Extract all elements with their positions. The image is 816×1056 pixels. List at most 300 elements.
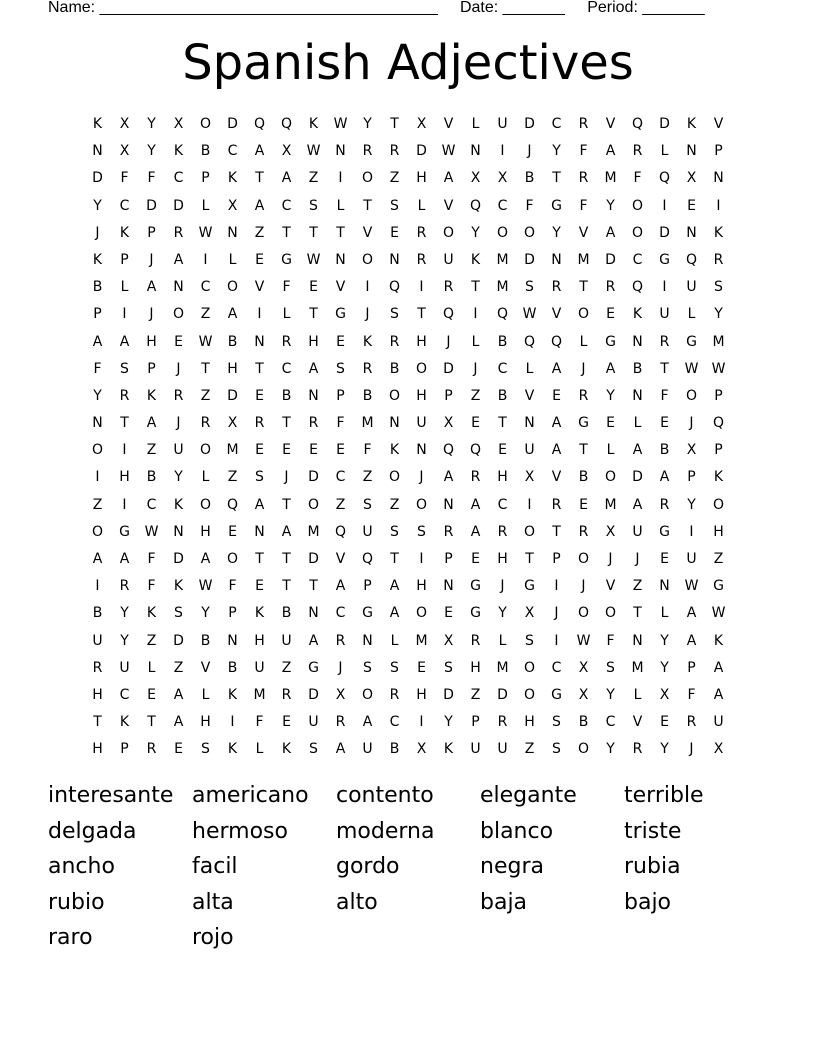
grid-letter[interactable]: N — [659, 578, 670, 595]
grid-letter[interactable]: Y — [147, 143, 156, 160]
grid-letter[interactable]: R — [551, 279, 562, 296]
grid-letter[interactable]: B — [578, 469, 589, 486]
grid-letter[interactable]: Z — [632, 578, 643, 595]
grid-letter[interactable]: N — [173, 279, 184, 296]
grid-letter[interactable]: H — [92, 741, 103, 758]
grid-letter[interactable]: A — [389, 578, 400, 595]
grid-letter[interactable]: M — [361, 415, 374, 432]
grid-letter[interactable]: Y — [147, 116, 156, 132]
grid-letter[interactable]: M — [496, 659, 509, 676]
grid-letter[interactable]: Q — [442, 442, 455, 459]
grid-letter[interactable]: N — [308, 387, 319, 404]
grid-letter[interactable]: J — [581, 578, 586, 595]
grid-letter[interactable]: B — [92, 279, 103, 296]
grid-letter[interactable]: K — [227, 686, 238, 703]
grid-letter[interactable]: T — [147, 714, 156, 731]
grid-letter[interactable]: O — [577, 605, 590, 622]
grid-letter[interactable]: M — [496, 279, 509, 296]
grid-letter[interactable]: O — [631, 224, 644, 241]
grid-letter[interactable]: X — [416, 116, 427, 132]
grid-letter[interactable]: E — [282, 442, 291, 459]
grid-letter[interactable]: A — [605, 360, 616, 377]
grid-letter[interactable]: I — [419, 279, 424, 296]
grid-letter[interactable]: S — [363, 659, 372, 676]
grid-letter[interactable]: J — [176, 415, 181, 432]
grid-letter[interactable]: T — [471, 279, 480, 296]
grid-letter[interactable]: S — [525, 279, 534, 296]
grid-letter[interactable]: U — [362, 523, 373, 540]
grid-letter[interactable]: T — [255, 170, 264, 187]
grid-letter[interactable]: A — [281, 523, 292, 540]
grid-letter[interactable]: Y — [201, 605, 210, 622]
grid-letter[interactable]: E — [255, 251, 264, 268]
grid-letter[interactable]: H — [416, 686, 427, 703]
grid-letter[interactable]: K — [308, 116, 319, 132]
grid-letter[interactable]: T — [417, 306, 426, 323]
grid-letter[interactable]: E — [606, 415, 615, 432]
grid-letter[interactable]: J — [689, 741, 694, 758]
grid-letter[interactable]: K — [173, 496, 184, 513]
grid-letter[interactable]: E — [660, 714, 669, 731]
grid-letter[interactable]: K — [92, 116, 103, 132]
grid-letter[interactable]: W — [684, 360, 699, 377]
grid-letter[interactable]: N — [470, 143, 481, 160]
grid-letter[interactable]: S — [336, 360, 345, 377]
grid-letter[interactable]: R — [173, 387, 184, 404]
grid-letter[interactable]: F — [660, 387, 669, 404]
grid-letter[interactable]: V — [524, 387, 535, 404]
grid-letter[interactable]: B — [227, 333, 238, 350]
grid-letter[interactable]: A — [686, 605, 697, 622]
grid-letter[interactable]: A — [119, 551, 130, 567]
grid-letter[interactable]: R — [335, 714, 346, 731]
grid-letter[interactable]: L — [336, 197, 345, 214]
grid-letter[interactable]: A — [146, 279, 157, 296]
grid-letter[interactable]: X — [281, 143, 292, 160]
grid-letter[interactable]: P — [714, 387, 723, 404]
grid-letter[interactable]: A — [173, 686, 184, 703]
grid-letter[interactable]: G — [470, 605, 481, 622]
grid-letter[interactable]: L — [417, 197, 426, 214]
grid-letter[interactable]: I — [473, 306, 478, 323]
grid-letter[interactable]: A — [308, 632, 319, 649]
grid-letter[interactable]: O — [172, 306, 185, 323]
grid-letter[interactable]: R — [173, 224, 184, 241]
grid-letter[interactable]: B — [146, 469, 157, 486]
grid-letter[interactable]: I — [527, 496, 532, 513]
grid-letter[interactable]: J — [149, 251, 154, 268]
grid-letter[interactable]: Z — [173, 659, 184, 676]
grid-letter[interactable]: X — [524, 469, 535, 486]
grid-letter[interactable]: F — [525, 197, 534, 214]
grid-letter[interactable]: V — [713, 116, 724, 132]
grid-letter[interactable]: P — [201, 170, 210, 187]
grid-letter[interactable]: F — [633, 170, 642, 187]
grid-letter[interactable]: E — [660, 415, 669, 432]
grid-letter[interactable]: B — [281, 387, 292, 404]
grid-letter[interactable]: P — [363, 578, 372, 595]
grid-letter[interactable]: Y — [93, 197, 102, 214]
grid-letter[interactable]: O — [496, 224, 509, 241]
grid-letter[interactable]: R — [416, 224, 427, 241]
grid-letter[interactable]: R — [578, 523, 589, 540]
grid-letter[interactable]: V — [362, 224, 373, 241]
grid-letter[interactable]: O — [361, 686, 374, 703]
grid-letter[interactable]: E — [417, 659, 426, 676]
grid-letter[interactable]: E — [687, 197, 696, 214]
grid-letter[interactable]: O — [226, 279, 239, 296]
grid-letter[interactable]: X — [227, 415, 238, 432]
grid-letter[interactable]: C — [551, 659, 562, 676]
grid-letter[interactable]: X — [173, 116, 184, 132]
grid-letter[interactable]: L — [282, 306, 291, 323]
grid-letter[interactable]: G — [119, 523, 130, 540]
grid-letter[interactable]: Z — [362, 469, 373, 486]
grid-letter[interactable]: X — [605, 523, 616, 540]
grid-letter[interactable]: Z — [389, 170, 400, 187]
grid-letter[interactable]: G — [524, 578, 535, 595]
grid-letter[interactable]: V — [632, 714, 643, 731]
grid-letter[interactable]: F — [579, 197, 588, 214]
grid-letter[interactable]: F — [147, 578, 156, 595]
grid-letter[interactable]: L — [228, 251, 237, 268]
grid-letter[interactable]: Z — [92, 496, 103, 513]
grid-letter[interactable]: O — [577, 551, 590, 567]
grid-letter[interactable]: P — [120, 251, 129, 268]
grid-letter[interactable]: T — [282, 551, 291, 567]
grid-letter[interactable]: F — [147, 170, 156, 187]
grid-letter[interactable]: P — [714, 442, 723, 459]
grid-letter[interactable]: O — [604, 469, 617, 486]
grid-letter[interactable]: X — [416, 741, 427, 758]
grid-letter[interactable]: P — [687, 469, 696, 486]
grid-letter[interactable]: Y — [120, 605, 129, 622]
grid-letter[interactable]: X — [578, 659, 589, 676]
grid-letter[interactable]: P — [93, 306, 102, 323]
grid-letter[interactable]: D — [173, 632, 184, 649]
grid-letter[interactable]: L — [471, 333, 480, 350]
grid-letter[interactable]: U — [524, 442, 535, 459]
grid-letter[interactable]: C — [119, 197, 130, 214]
grid-letter[interactable]: J — [473, 360, 478, 377]
grid-letter[interactable]: K — [119, 714, 130, 731]
grid-letter[interactable]: A — [254, 143, 265, 160]
grid-letter[interactable]: X — [497, 170, 508, 187]
grid-letter[interactable]: R — [497, 714, 508, 731]
grid-letter[interactable]: H — [146, 333, 157, 350]
grid-letter[interactable]: Y — [606, 197, 615, 214]
grid-letter[interactable]: P — [147, 360, 156, 377]
grid-letter[interactable]: N — [686, 224, 697, 241]
grid-letter[interactable]: O — [577, 741, 590, 758]
grid-letter[interactable]: A — [254, 496, 265, 513]
grid-letter[interactable]: W — [144, 523, 159, 540]
grid-letter[interactable]: L — [660, 143, 669, 160]
grid-letter[interactable]: O — [415, 360, 428, 377]
grid-letter[interactable]: X — [686, 442, 697, 459]
grid-letter[interactable]: V — [605, 116, 616, 132]
grid-letter[interactable]: B — [632, 360, 643, 377]
grid-letter[interactable]: M — [712, 333, 725, 350]
grid-letter[interactable]: Q — [280, 116, 293, 132]
grid-letter[interactable]: X — [659, 686, 670, 703]
grid-letter[interactable]: Z — [470, 387, 481, 404]
grid-letter[interactable]: K — [470, 251, 481, 268]
grid-letter[interactable]: H — [200, 523, 211, 540]
grid-letter[interactable]: S — [714, 279, 723, 296]
grid-letter[interactable]: H — [92, 686, 103, 703]
grid-letter[interactable]: Y — [93, 387, 102, 404]
grid-letter[interactable]: R — [281, 333, 292, 350]
grid-letter[interactable]: N — [362, 632, 373, 649]
grid-letter[interactable]: A — [713, 686, 724, 703]
grid-letter[interactable]: H — [416, 387, 427, 404]
grid-letter[interactable]: L — [579, 333, 588, 350]
grid-letter[interactable]: D — [416, 143, 427, 160]
grid-letter[interactable]: T — [255, 551, 264, 567]
grid-letter[interactable]: U — [686, 551, 697, 567]
grid-letter[interactable]: N — [254, 333, 265, 350]
grid-letter[interactable]: U — [173, 442, 184, 459]
grid-letter[interactable]: Z — [254, 224, 265, 241]
grid-letter[interactable]: N — [632, 333, 643, 350]
grid-letter[interactable]: Y — [444, 714, 453, 731]
grid-letter[interactable]: C — [632, 251, 643, 268]
grid-letter[interactable]: X — [713, 741, 724, 758]
grid-letter[interactable]: H — [308, 333, 319, 350]
grid-letter[interactable]: W — [711, 360, 726, 377]
grid-letter[interactable]: U — [686, 279, 697, 296]
grid-letter[interactable]: Y — [660, 741, 669, 758]
grid-letter[interactable]: K — [389, 442, 400, 459]
grid-letter[interactable]: G — [713, 578, 724, 595]
grid-letter[interactable]: L — [147, 659, 156, 676]
grid-letter[interactable]: B — [389, 360, 400, 377]
grid-letter[interactable]: U — [362, 741, 373, 758]
grid-letter[interactable]: K — [254, 605, 265, 622]
grid-letter[interactable]: F — [147, 551, 156, 567]
grid-letter[interactable]: D — [146, 197, 157, 214]
grid-letter[interactable]: I — [257, 306, 262, 323]
grid-letter[interactable]: W — [522, 306, 537, 323]
grid-letter[interactable]: C — [281, 360, 292, 377]
grid-letter[interactable]: H — [254, 632, 265, 649]
grid-letter[interactable]: Q — [334, 523, 347, 540]
grid-letter[interactable]: R — [335, 632, 346, 649]
grid-letter[interactable]: G — [659, 251, 670, 268]
grid-letter[interactable]: M — [604, 496, 617, 513]
grid-letter[interactable]: Z — [146, 442, 157, 459]
grid-letter[interactable]: C — [335, 469, 346, 486]
grid-letter[interactable]: X — [443, 632, 454, 649]
grid-letter[interactable]: Y — [552, 224, 561, 241]
grid-letter[interactable]: L — [120, 279, 129, 296]
grid-letter[interactable]: E — [579, 496, 588, 513]
grid-letter[interactable]: O — [604, 605, 617, 622]
grid-letter[interactable]: X — [686, 170, 697, 187]
grid-letter[interactable]: N — [416, 442, 427, 459]
grid-letter[interactable]: F — [336, 415, 345, 432]
grid-letter[interactable]: N — [308, 605, 319, 622]
grid-letter[interactable]: M — [253, 686, 266, 703]
grid-letter[interactable]: K — [713, 469, 724, 486]
grid-letter[interactable]: S — [390, 197, 399, 214]
grid-letter[interactable]: Q — [631, 116, 644, 132]
grid-letter[interactable]: R — [632, 143, 643, 160]
grid-letter[interactable]: J — [149, 306, 154, 323]
grid-letter[interactable]: G — [308, 659, 319, 676]
grid-letter[interactable]: D — [308, 469, 319, 486]
grid-letter[interactable]: J — [608, 551, 613, 567]
grid-letter[interactable]: W — [198, 578, 213, 595]
grid-letter[interactable]: B — [92, 605, 103, 622]
grid-letter[interactable]: Z — [524, 741, 535, 758]
grid-letter[interactable]: R — [416, 251, 427, 268]
grid-letter[interactable]: T — [390, 551, 399, 567]
grid-letter[interactable]: F — [606, 632, 615, 649]
grid-letter[interactable]: N — [632, 387, 643, 404]
grid-letter[interactable]: H — [497, 469, 508, 486]
grid-letter[interactable]: O — [523, 659, 536, 676]
grid-letter[interactable]: H — [119, 469, 130, 486]
grid-letter[interactable]: P — [444, 387, 453, 404]
grid-letter[interactable]: Q — [550, 333, 563, 350]
grid-letter[interactable]: E — [336, 333, 345, 350]
grid-letter[interactable]: I — [338, 170, 343, 187]
grid-letter[interactable]: R — [92, 659, 103, 676]
grid-letter[interactable]: I — [122, 306, 127, 323]
grid-letter[interactable]: R — [254, 415, 265, 432]
grid-letter[interactable]: R — [713, 251, 724, 268]
grid-letter[interactable]: W — [198, 333, 213, 350]
grid-letter[interactable]: K — [713, 224, 724, 241]
grid-letter[interactable]: G — [605, 333, 616, 350]
grid-letter[interactable]: U — [119, 659, 130, 676]
grid-letter[interactable]: D — [227, 116, 238, 132]
grid-letter[interactable]: C — [497, 360, 508, 377]
grid-letter[interactable]: S — [120, 360, 129, 377]
grid-letter[interactable]: L — [201, 197, 210, 214]
grid-letter[interactable]: Z — [200, 306, 211, 323]
grid-letter[interactable]: T — [282, 224, 291, 241]
grid-letter[interactable]: C — [389, 714, 400, 731]
grid-letter[interactable]: A — [605, 224, 616, 241]
grid-letter[interactable]: Y — [660, 632, 669, 649]
grid-letter[interactable]: N — [443, 578, 454, 595]
grid-letter[interactable]: K — [92, 251, 103, 268]
grid-letter[interactable]: U — [497, 116, 508, 132]
grid-letter[interactable]: X — [578, 686, 589, 703]
grid-letter[interactable]: O — [388, 469, 401, 486]
grid-letter[interactable]: R — [470, 469, 481, 486]
grid-letter[interactable]: J — [95, 224, 100, 241]
grid-letter[interactable]: R — [443, 523, 454, 540]
grid-letter[interactable]: N — [335, 251, 346, 268]
grid-letter[interactable]: G — [335, 306, 346, 323]
grid-letter[interactable]: G — [281, 251, 292, 268]
grid-letter[interactable]: B — [200, 143, 211, 160]
grid-letter[interactable]: L — [498, 632, 507, 649]
grid-letter[interactable]: Z — [200, 387, 211, 404]
grid-letter[interactable]: M — [577, 251, 590, 268]
grid-letter[interactable]: R — [389, 686, 400, 703]
grid-letter[interactable]: N — [335, 143, 346, 160]
grid-letter[interactable]: D — [524, 251, 535, 268]
grid-letter[interactable]: S — [390, 523, 399, 540]
grid-letter[interactable]: Y — [714, 306, 723, 323]
grid-letter[interactable]: C — [200, 279, 211, 296]
grid-letter[interactable]: Y — [471, 224, 480, 241]
grid-letter[interactable]: D — [173, 197, 184, 214]
grid-letter[interactable]: R — [578, 387, 589, 404]
grid-letter[interactable]: O — [199, 442, 212, 459]
grid-letter[interactable]: Y — [174, 469, 183, 486]
grid-letter[interactable]: A — [362, 714, 373, 731]
grid-letter[interactable]: T — [336, 224, 345, 241]
grid-letter[interactable]: R — [119, 387, 130, 404]
grid-letter[interactable]: T — [282, 415, 291, 432]
grid-letter[interactable]: A — [470, 496, 481, 513]
grid-letter[interactable]: X — [443, 415, 454, 432]
grid-letter[interactable]: O — [712, 496, 725, 513]
grid-letter[interactable]: Z — [470, 686, 481, 703]
grid-letter[interactable]: R — [605, 279, 616, 296]
grid-letter[interactable]: Q — [658, 170, 671, 187]
grid-letter[interactable]: E — [309, 442, 318, 459]
grid-letter[interactable]: S — [525, 632, 534, 649]
grid-letter[interactable]: K — [281, 741, 292, 758]
grid-letter[interactable]: F — [282, 279, 291, 296]
grid-letter[interactable]: G — [551, 197, 562, 214]
grid-letter[interactable]: K — [362, 333, 373, 350]
grid-letter[interactable]: N — [632, 632, 643, 649]
grid-letter[interactable]: K — [173, 578, 184, 595]
grid-letter[interactable]: G — [470, 578, 481, 595]
date-blank[interactable]: _______ — [502, 0, 565, 16]
grid-letter[interactable]: O — [442, 224, 455, 241]
grid-letter[interactable]: A — [92, 551, 103, 567]
grid-letter[interactable]: E — [255, 578, 264, 595]
grid-letter[interactable]: D — [92, 170, 103, 187]
grid-letter[interactable]: S — [444, 659, 453, 676]
grid-letter[interactable]: K — [119, 224, 130, 241]
grid-letter[interactable]: H — [416, 578, 427, 595]
grid-letter[interactable]: W — [198, 224, 213, 241]
grid-letter[interactable]: X — [119, 143, 130, 160]
grid-letter[interactable]: S — [552, 714, 561, 731]
grid-letter[interactable]: A — [686, 632, 697, 649]
grid-letter[interactable]: Z — [335, 496, 346, 513]
grid-letter[interactable]: O — [523, 686, 536, 703]
grid-letter[interactable]: O — [577, 306, 590, 323]
grid-letter[interactable]: O — [415, 605, 428, 622]
grid-letter[interactable]: S — [552, 741, 561, 758]
grid-letter[interactable]: O — [523, 523, 536, 540]
grid-letter[interactable]: N — [551, 251, 562, 268]
grid-letter[interactable]: Y — [606, 741, 615, 758]
grid-letter[interactable]: G — [551, 686, 562, 703]
grid-letter[interactable]: Q — [712, 415, 725, 432]
grid-letter[interactable]: X — [335, 686, 346, 703]
grid-letter[interactable]: E — [444, 605, 453, 622]
grid-letter[interactable]: D — [308, 686, 319, 703]
grid-letter[interactable]: M — [631, 659, 644, 676]
grid-letter[interactable]: W — [306, 143, 321, 160]
grid-letter[interactable]: V — [335, 279, 346, 296]
grid-letter[interactable]: S — [417, 523, 426, 540]
grid-letter[interactable]: A — [443, 170, 454, 187]
grid-letter[interactable]: O — [415, 496, 428, 513]
